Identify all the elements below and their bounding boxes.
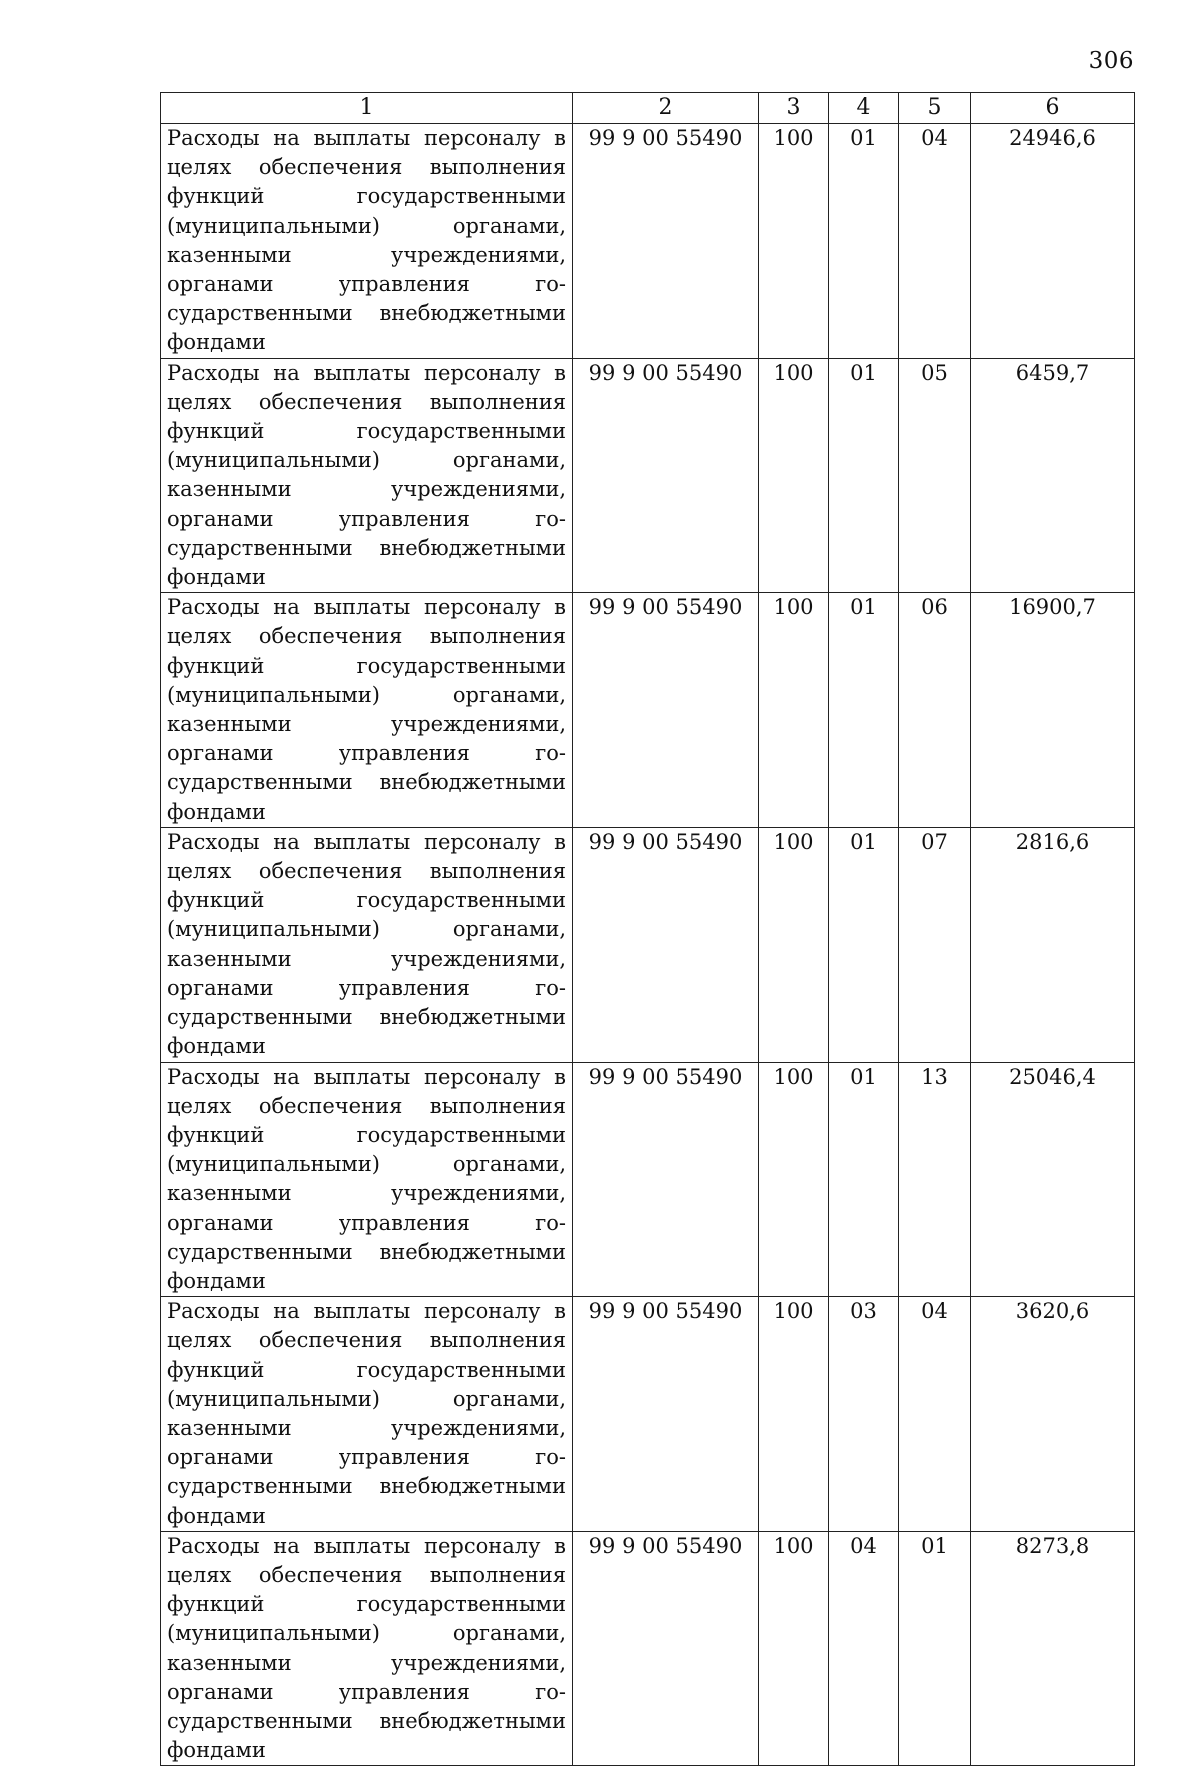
row-col3: 100 (759, 1062, 829, 1297)
row-amount: 16900,7 (971, 593, 1135, 828)
row-col5: 07 (899, 827, 971, 1062)
row-description: Расходы на выплаты персоналу в целях обеспечения выполнения функций государственными (муниципальными) органами, казенными учреждениями, органами управления государственными внебюджетными фондами (161, 1531, 573, 1766)
column-header-6: 6 (971, 93, 1135, 124)
row-col3: 100 (759, 358, 829, 593)
row-col4: 01 (829, 124, 899, 359)
table-row (161, 358, 1135, 593)
row-code: 99 9 00 55490 (573, 1531, 759, 1766)
row-code: 99 9 00 55490 (573, 1297, 759, 1532)
row-description: Расходы на выплаты персоналу в целях обеспечения выполнения функций государственными (муниципальными) органами, казенными учреждениями, органами управления государственными внебюджетными фондами (161, 358, 573, 593)
row-amount: 6459,7 (971, 358, 1135, 593)
row-description: Расходы на выплаты персоналу в целях обеспечения выполнения функций государственными (муниципальными) органами, казенными учреждениями, органами управления государственными внебюджетными фондами (161, 593, 573, 828)
row-col4: 04 (829, 1531, 899, 1766)
column-header-2: 2 (573, 93, 759, 124)
row-col3: 100 (759, 593, 829, 828)
row-col4: 01 (829, 358, 899, 593)
row-col4: 01 (829, 593, 899, 828)
row-col5: 04 (899, 124, 971, 359)
row-col5: 06 (899, 593, 971, 828)
row-description: Расходы на выплаты персоналу в целях обеспечения выполнения функций государственными (муниципальными) органами, казенными учреждениями, органами управления государственными внебюджетными фондами (161, 1297, 573, 1532)
row-amount: 8273,8 (971, 1531, 1135, 1766)
table-row (161, 1062, 1135, 1297)
table-row (161, 593, 1135, 828)
row-col5: 01 (899, 1531, 971, 1766)
row-col3: 100 (759, 1297, 829, 1532)
row-code: 99 9 00 55490 (573, 593, 759, 828)
row-amount: 25046,4 (971, 1062, 1135, 1297)
page-number: 306 (1088, 48, 1134, 74)
column-header-5: 5 (899, 93, 971, 124)
row-col5: 04 (899, 1297, 971, 1532)
row-amount: 24946,6 (971, 124, 1135, 359)
row-col3: 100 (759, 827, 829, 1062)
table-row (161, 124, 1135, 359)
column-header-3: 3 (759, 93, 829, 124)
header-row (161, 93, 1135, 124)
row-description: Расходы на выплаты персоналу в целях обеспечения выполнения функций государственными (муниципальными) органами, казенными учреждениями, органами управления государственными внебюджетными фондами (161, 124, 573, 359)
row-col5: 13 (899, 1062, 971, 1297)
table-row (161, 1297, 1135, 1532)
row-code: 99 9 00 55490 (573, 1062, 759, 1297)
row-col4: 03 (829, 1297, 899, 1532)
row-col4: 01 (829, 1062, 899, 1297)
column-header-1: 1 (161, 93, 573, 124)
expense-table (160, 92, 1135, 1766)
column-header-4: 4 (829, 93, 899, 124)
row-description: Расходы на выплаты персоналу в целях обеспечения выполнения функций государственными (муниципальными) органами, казенными учреждениями, органами управления государственными внебюджетными фондами (161, 827, 573, 1062)
row-code: 99 9 00 55490 (573, 358, 759, 593)
row-description: Расходы на выплаты персоналу в целях обеспечения выполнения функций государственными (муниципальными) органами, казенными учреждениями, органами управления государственными внебюджетными фондами (161, 1062, 573, 1297)
row-col3: 100 (759, 124, 829, 359)
row-col3: 100 (759, 1531, 829, 1766)
row-code: 99 9 00 55490 (573, 124, 759, 359)
table-row (161, 827, 1135, 1062)
row-col5: 05 (899, 358, 971, 593)
row-code: 99 9 00 55490 (573, 827, 759, 1062)
row-amount: 3620,6 (971, 1297, 1135, 1532)
row-amount: 2816,6 (971, 827, 1135, 1062)
table-row (161, 1531, 1135, 1766)
row-col4: 01 (829, 827, 899, 1062)
